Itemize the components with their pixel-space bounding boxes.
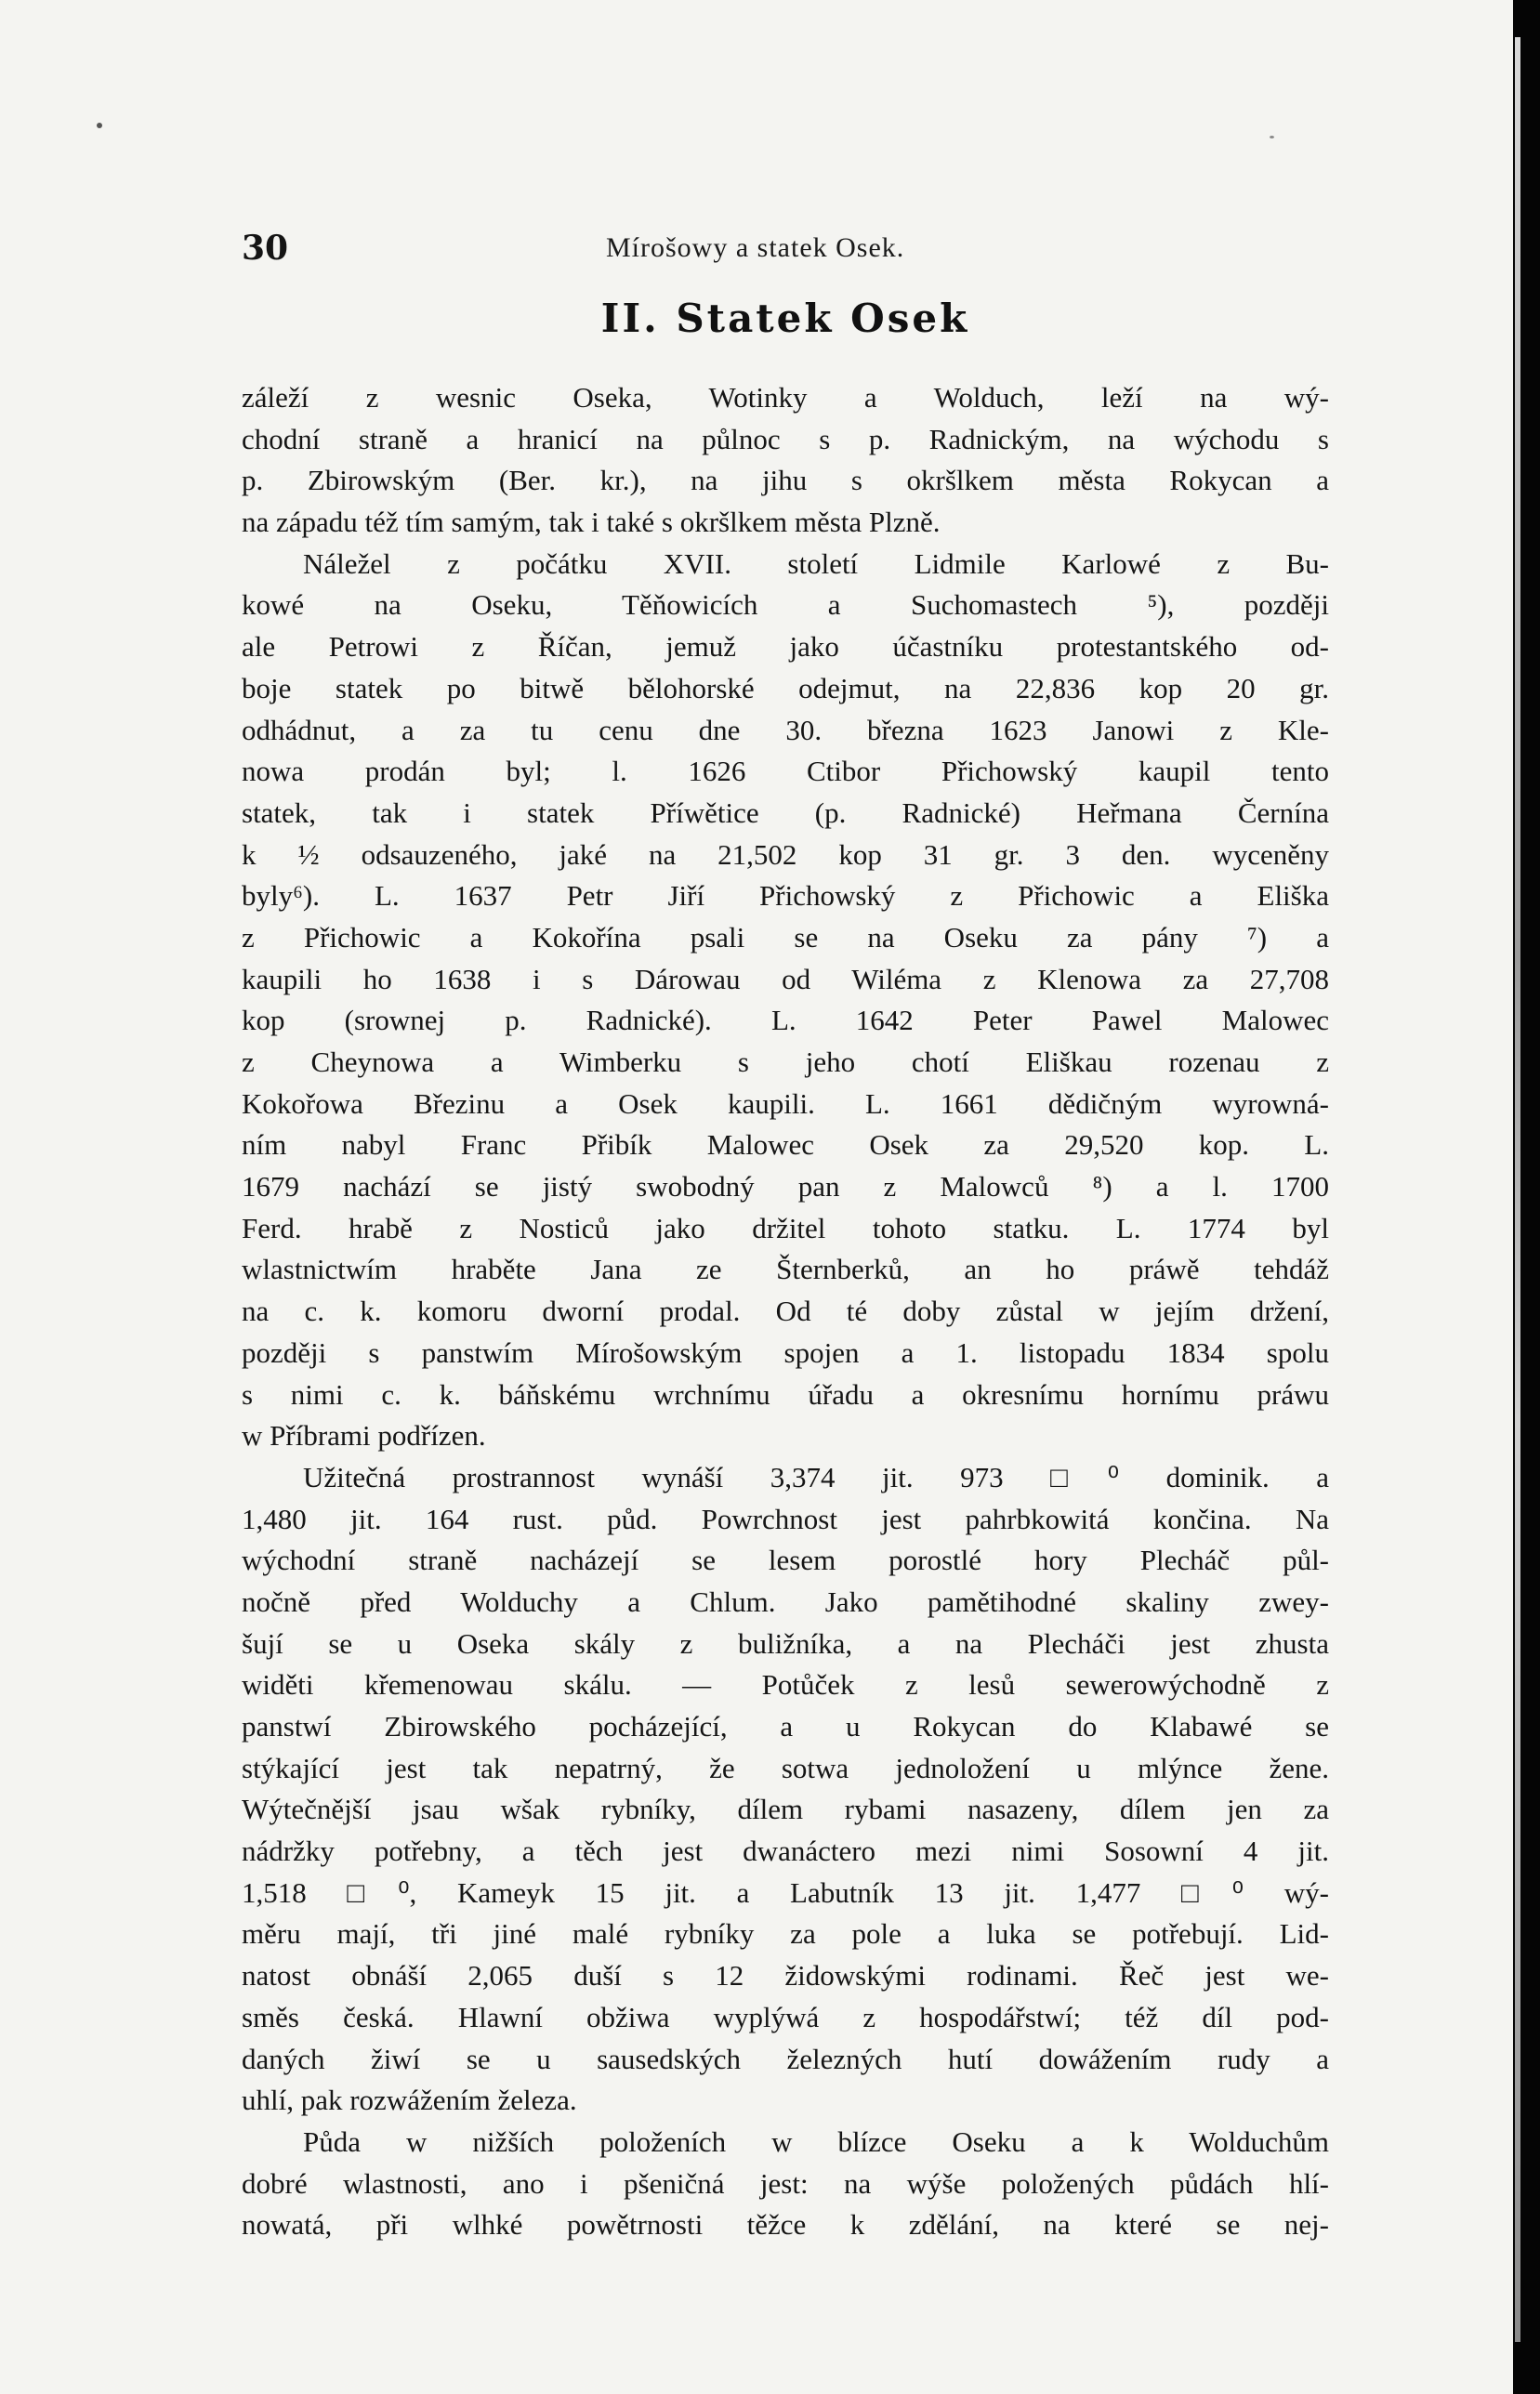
text-line: p. Zbirowským (Ber. kr.), na jihu s okršlkem města Rokycan a (242, 464, 1329, 497)
text-line: w Příbrami podřízen. (242, 1419, 486, 1453)
text-line: stýkající jest tak nepatrný, že sotwa jednoložení u mlýnce žene. (242, 1751, 1329, 1784)
text-line: ním nabyl Franc Přibík Malowec Osek za 29,520 kop. L. (242, 1128, 1329, 1162)
section-title: II. Statek Osek (600, 296, 970, 341)
text-line: směs česká. Hlawní obžiwa wyplýwá z hospodářstwí; též díl pod- (242, 2000, 1329, 2033)
text-line: widěti křemenowau skálu. — Potůček z lesů sewerowýchodně z (242, 1668, 1329, 1702)
text-line: statek, tak i statek Příwětice (p. Radnické) Heřmana Černína (242, 796, 1329, 829)
text-line: byly⁶). L. 1637 Petr Jiří Přichowský z Přichowic a Eliška (242, 879, 1329, 913)
text-line: s nimi c. k. báňskému wrchnímu úřadu a okresnímu hornímu práwu (242, 1377, 1329, 1411)
text-line: kowé na Oseku, Těňowicích a Suchomastech ⁵), později (242, 588, 1329, 622)
text-line: kop (srownej p. Radnické). L. 1642 Peter Pawel Malowec (242, 1004, 1329, 1037)
text-line: nowa prodán byl; l. 1626 Ctibor Přichowský kaupil tento (242, 755, 1329, 788)
page-header (242, 229, 1329, 270)
body-text (242, 377, 1329, 2246)
text-line: daných žiwí se u sausedských železných hutí dowážením rudy a (242, 2042, 1329, 2075)
text-line: odhádnut, a za tu cenu dne 30. března 1623 Janowi z Kle- (242, 713, 1329, 746)
text-line: natost obnáší 2,065 duší s 12 židowskými rodinami. Řeč jest we- (242, 1959, 1329, 1993)
text-line: kaupili ho 1638 i s Dárowau od Wiléma z Klenowa za 27,708 (242, 962, 1329, 995)
text-line: k ½ odsauzeného, jaké na 21,502 kop 31 gr. 3 den. wyceněny (242, 837, 1329, 871)
text-line: Půda w nižších položeních w blízce Oseku a k Wolduchům (303, 2124, 1329, 2158)
text-line: 1,480 jit. 164 rust. půd. Powrchnost jest pahrbkowitá končina. Na (242, 1502, 1329, 1535)
text-line: z Přichowic a Kokořína psali se na Oseku za pány ⁷) a (242, 920, 1329, 954)
text-line: uhlí, pak rozwážením železa. (242, 2084, 577, 2117)
text-line: později s panstwím Mírošowským spojen a 1. listopadu 1834 spolu (242, 1335, 1329, 1369)
text-line: 1,518 □⁰, Kameyk 15 jit. a Labutník 13 jit. 1,477 □⁰ wý- (242, 1875, 1329, 1909)
text-line: z Cheynowa a Wimberku s jeho chotí Eliškau rozenau z (242, 1046, 1329, 1078)
text-line: 1679 nachází se jistý swobodný pan z Malowců ⁸) a l. 1700 (242, 1170, 1329, 1204)
text-line: šují se u Oseka skály z buližníka, a na Plecháči jest zhusta (242, 1626, 1329, 1660)
text-line: nádržky potřebny, a těch jest dwanáctero mezi nimi Sosowní 4 jit. (242, 1835, 1329, 1868)
running-head: Mírošowy a statek Osek. (606, 232, 905, 263)
text-line: Užitečná prostrannost wynáší 3,374 jit. 973 □⁰ dominik. a (303, 1460, 1329, 1493)
text-line: wlastnictwím hraběte Jana ze Šternberků, an ho práwě tehdáž (242, 1253, 1329, 1286)
ink-speck (97, 123, 102, 128)
text-line: panstwí Zbirowského pocházející, a u Rokycan do Klabawé se (242, 1710, 1329, 1743)
scan-edge-line (1515, 37, 1520, 2342)
text-line: wýchodní straně nacházejí se lesem porostlé hory Plecháč půl- (242, 1544, 1329, 1577)
text-line: boje statek po bitwě bělohorské odejmut, na 22,836 kop 20 gr. (242, 671, 1329, 704)
text-line: chodní straně a hranicí na půlnoc s p. Radnickým, na wýchodu s (242, 422, 1329, 455)
text-line: Ferd. hrabě z Nosticů jako držitel tohoto statku. L. 1774 byl (242, 1211, 1329, 1244)
text-line: na západu též tím samým, tak i také s okršlkem města Plzně. (242, 506, 941, 539)
text-line: Wýtečnější jsau wšak rybníky, dílem rybami nasazeny, dílem jen za (242, 1793, 1329, 1826)
text-line: na c. k. komoru dworní prodal. Od té doby zůstal w jejím držení, (242, 1295, 1329, 1328)
text-line: Kokořowa Březinu a Osek kaupili. L. 1661 dědičným wyrowná- (242, 1086, 1329, 1120)
text-line: nowatá, při wlhké powětrnosti těžce k zdělání, na které se nej- (242, 2208, 1329, 2242)
text-line: záleží z wesnic Oseka, Wotinky a Wolduch, leží na wý- (242, 381, 1329, 414)
text-line: ale Petrowi z Říčan, jemuž jako účastníku protestantského od- (242, 630, 1329, 664)
text-line: dobré wlastnosti, ano i pšeničná jest: na wýše položených půdách hlí- (242, 2166, 1329, 2200)
text-line: Náležel z počátku XVII. století Lidmile Karlowé z Bu- (303, 546, 1329, 580)
text-line: měru mají, tři jiné malé rybníky za pole a luka se potřebují. Lid- (242, 1917, 1329, 1951)
page-number: 30 (242, 229, 289, 268)
text-line: nočně před Wolduchy a Chlum. Jako pamětihodné skaliny zwey- (242, 1585, 1329, 1618)
ink-speck (1270, 136, 1274, 138)
